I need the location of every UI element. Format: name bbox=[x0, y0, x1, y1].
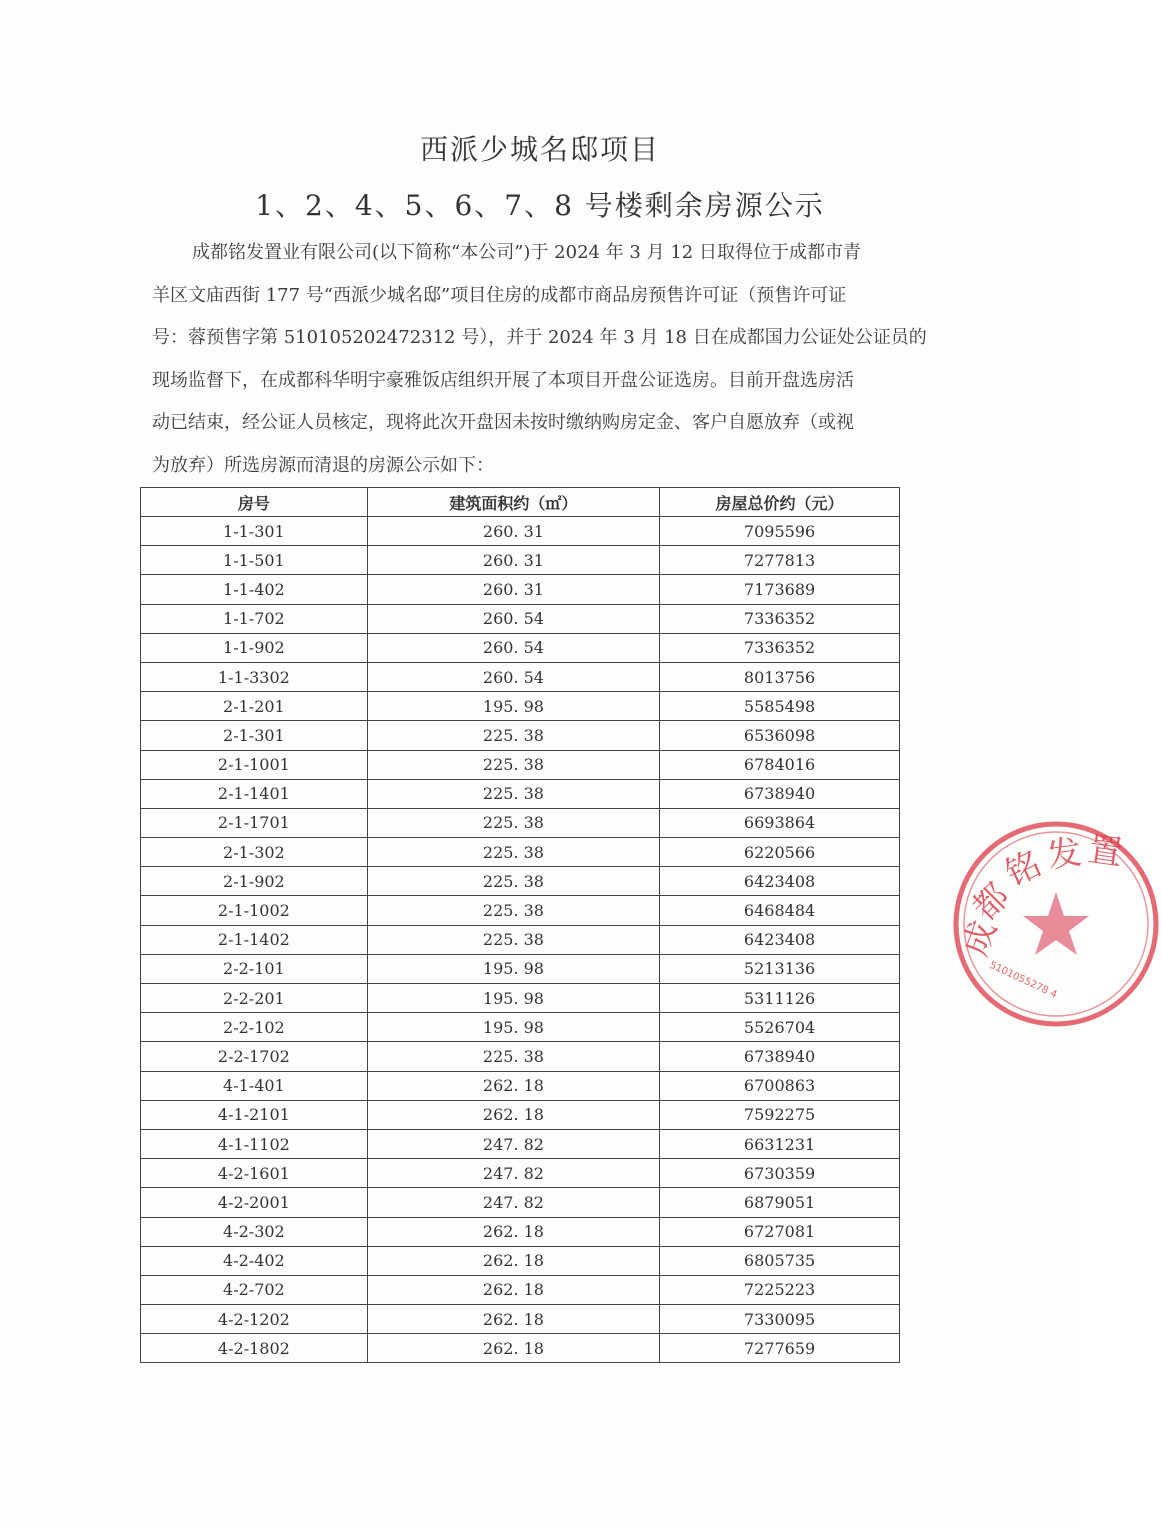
floor-area-cell: 262. 18 bbox=[367, 1305, 659, 1334]
floor-area-cell: 225. 38 bbox=[367, 838, 659, 867]
unit-number-cell: 1-1-3302 bbox=[141, 662, 368, 691]
svg-text:都: 都 bbox=[965, 876, 1018, 929]
table-row bbox=[141, 1275, 900, 1304]
unit-number-cell: 2-2-101 bbox=[141, 954, 368, 983]
unit-number-cell: 2-2-1702 bbox=[141, 1042, 368, 1071]
paragraph-line: 动已结束，经公证人员核定，现将此次开盘因未按时缴纳购房定金、客户自愿放弃（或视 bbox=[152, 412, 854, 434]
unit-number-cell: 2-1-1001 bbox=[141, 750, 368, 779]
paragraph-line: 成都铭发置业有限公司(以下简称“本公司”)于 2024 年 3 月 12 日取得位于成都市青 bbox=[192, 242, 861, 263]
floor-area-cell: 225. 38 bbox=[367, 750, 659, 779]
total-price-cell: 6536098 bbox=[660, 721, 900, 750]
unit-number-cell: 4-2-402 bbox=[141, 1246, 368, 1275]
svg-text:发: 发 bbox=[1044, 832, 1085, 877]
header-total-price: 房屋总价约（元） bbox=[660, 488, 900, 517]
floor-area-cell: 225. 38 bbox=[367, 1042, 659, 1071]
floor-area-cell: 262. 18 bbox=[367, 1217, 659, 1246]
svg-text:置: 置 bbox=[1085, 829, 1125, 874]
table-row bbox=[141, 954, 900, 983]
svg-text:铭: 铭 bbox=[999, 843, 1048, 895]
unit-number-cell: 2-1-1701 bbox=[141, 808, 368, 837]
paragraph-line: 号：蓉预售字第 510105202472312 号），并于 2024 年 3 月 18 日在成都国力公证处公证员的 bbox=[152, 327, 927, 349]
header-unit-number: 房号 bbox=[141, 488, 368, 517]
document-title: 西派少城名邸项目 bbox=[419, 133, 660, 166]
floor-area-cell: 260. 31 bbox=[367, 575, 659, 604]
table-row bbox=[141, 838, 900, 867]
floor-area-cell: 225. 38 bbox=[367, 808, 659, 837]
total-price-cell: 6784016 bbox=[660, 750, 900, 779]
table-row bbox=[141, 750, 900, 779]
header-floor-area: 建筑面积约（㎡） bbox=[367, 488, 659, 517]
floor-area-cell: 260. 54 bbox=[367, 662, 659, 691]
total-price-cell: 7592275 bbox=[660, 1100, 900, 1129]
unit-number-cell: 1-1-501 bbox=[141, 546, 368, 575]
floor-area-cell: 260. 54 bbox=[367, 633, 659, 662]
table-row bbox=[141, 1013, 900, 1042]
unit-number-cell: 4-2-302 bbox=[141, 1217, 368, 1246]
unit-number-cell: 1-1-402 bbox=[141, 575, 368, 604]
table-row bbox=[141, 779, 900, 808]
unit-number-cell: 2-1-301 bbox=[141, 721, 368, 750]
svg-text:成: 成 bbox=[955, 915, 1005, 962]
floor-area-cell: 225. 38 bbox=[367, 867, 659, 896]
total-price-cell: 6631231 bbox=[660, 1129, 900, 1158]
paragraph-line: 为放弃）所选房源而清退的房源公示如下： bbox=[152, 454, 494, 476]
total-price-cell: 7336352 bbox=[660, 633, 900, 662]
table-row bbox=[141, 1071, 900, 1100]
total-price-cell: 6730359 bbox=[660, 1159, 900, 1188]
total-price-cell: 6700863 bbox=[660, 1071, 900, 1100]
floor-area-cell: 260. 31 bbox=[367, 546, 659, 575]
table-row bbox=[141, 1217, 900, 1246]
total-price-cell: 6220566 bbox=[660, 838, 900, 867]
table-row bbox=[141, 867, 900, 896]
total-price-cell: 6805735 bbox=[660, 1246, 900, 1275]
unit-number-cell: 2-2-201 bbox=[141, 984, 368, 1013]
table-row bbox=[141, 575, 900, 604]
floor-area-cell: 225. 38 bbox=[367, 779, 659, 808]
table-row bbox=[141, 896, 900, 925]
unit-number-cell: 4-1-401 bbox=[141, 1071, 368, 1100]
total-price-cell: 5526704 bbox=[660, 1013, 900, 1042]
total-price-cell: 7173689 bbox=[660, 575, 900, 604]
table-row bbox=[141, 1246, 900, 1275]
total-price-cell: 7277659 bbox=[660, 1334, 900, 1363]
unit-number-cell: 4-1-2101 bbox=[141, 1100, 368, 1129]
unit-number-cell: 2-1-1402 bbox=[141, 925, 368, 954]
unit-number-cell: 4-2-1601 bbox=[141, 1159, 368, 1188]
total-price-cell: 7095596 bbox=[660, 517, 900, 546]
table-row bbox=[141, 546, 900, 575]
floor-area-cell: 195. 98 bbox=[367, 954, 659, 983]
unit-number-cell: 1-1-702 bbox=[141, 604, 368, 633]
floor-area-cell: 260. 54 bbox=[367, 604, 659, 633]
floor-area-cell: 195. 98 bbox=[367, 692, 659, 721]
announcement-paragraph bbox=[152, 232, 932, 488]
table-row bbox=[141, 1129, 900, 1158]
unit-number-cell: 2-1-302 bbox=[141, 838, 368, 867]
unit-number-cell: 4-1-1102 bbox=[141, 1129, 368, 1158]
floor-area-cell: 262. 18 bbox=[367, 1071, 659, 1100]
table-row bbox=[141, 721, 900, 750]
unit-number-cell: 2-1-1002 bbox=[141, 896, 368, 925]
table-row bbox=[141, 1188, 900, 1217]
unit-number-cell: 2-1-902 bbox=[141, 867, 368, 896]
floor-area-cell: 247. 82 bbox=[367, 1129, 659, 1158]
table-row bbox=[141, 604, 900, 633]
unit-number-cell: 2-2-102 bbox=[141, 1013, 368, 1042]
paragraph-line: 现场监督下，在成都科华明宇豪雅饭店组织开展了本项目开盘公证选房。目前开盘选房活 bbox=[152, 369, 854, 391]
total-price-cell: 6738940 bbox=[660, 1042, 900, 1071]
svg-text:5101055278 4: 5101055278 4 bbox=[987, 959, 1059, 1001]
total-price-cell: 5585498 bbox=[660, 692, 900, 721]
remaining-units-table bbox=[140, 487, 900, 1363]
floor-area-cell: 262. 18 bbox=[367, 1334, 659, 1363]
table-row bbox=[141, 984, 900, 1013]
seal-star-icon bbox=[1023, 892, 1089, 955]
unit-number-cell: 4-2-2001 bbox=[141, 1188, 368, 1217]
total-price-cell: 6879051 bbox=[660, 1188, 900, 1217]
table-row bbox=[141, 517, 900, 546]
unit-number-cell: 2-1-201 bbox=[141, 692, 368, 721]
floor-area-cell: 225. 38 bbox=[367, 721, 659, 750]
total-price-cell: 7277813 bbox=[660, 546, 900, 575]
document-subtitle: 1、2、4、5、6、7、8 号楼剩余房源公示 bbox=[255, 189, 825, 222]
table-row bbox=[141, 925, 900, 954]
table-header-row bbox=[141, 488, 900, 517]
table-row bbox=[141, 692, 900, 721]
floor-area-cell: 195. 98 bbox=[367, 984, 659, 1013]
floor-area-cell: 225. 38 bbox=[367, 925, 659, 954]
total-price-cell: 7330095 bbox=[660, 1305, 900, 1334]
total-price-cell: 7225223 bbox=[660, 1275, 900, 1304]
unit-number-cell: 4-2-702 bbox=[141, 1275, 368, 1304]
unit-number-cell: 1-1-902 bbox=[141, 633, 368, 662]
floor-area-cell: 262. 18 bbox=[367, 1100, 659, 1129]
floor-area-cell: 247. 82 bbox=[367, 1188, 659, 1217]
floor-area-cell: 247. 82 bbox=[367, 1159, 659, 1188]
table-row bbox=[141, 1042, 900, 1071]
table-row bbox=[141, 808, 900, 837]
total-price-cell: 6423408 bbox=[660, 867, 900, 896]
unit-number-cell: 2-1-1401 bbox=[141, 779, 368, 808]
table-row bbox=[141, 1305, 900, 1334]
floor-area-cell: 262. 18 bbox=[367, 1275, 659, 1304]
floor-area-cell: 262. 18 bbox=[367, 1246, 659, 1275]
table-row bbox=[141, 633, 900, 662]
table-row bbox=[141, 1100, 900, 1129]
total-price-cell: 6727081 bbox=[660, 1217, 900, 1246]
table-row bbox=[141, 1159, 900, 1188]
total-price-cell: 6468484 bbox=[660, 896, 900, 925]
total-price-cell: 6693864 bbox=[660, 808, 900, 837]
floor-area-cell: 225. 38 bbox=[367, 896, 659, 925]
table-row bbox=[141, 662, 900, 691]
floor-area-cell: 195. 98 bbox=[367, 1013, 659, 1042]
total-price-cell: 5311126 bbox=[660, 984, 900, 1013]
table-row bbox=[141, 1334, 900, 1363]
unit-number-cell: 1-1-301 bbox=[141, 517, 368, 546]
unit-number-cell: 4-2-1202 bbox=[141, 1305, 368, 1334]
total-price-cell: 8013756 bbox=[660, 662, 900, 691]
total-price-cell: 7336352 bbox=[660, 604, 900, 633]
total-price-cell: 5213136 bbox=[660, 954, 900, 983]
paragraph-line: 羊区文庙西街 177 号“西派少城名邸”项目住房的成都市商品房预售许可证（预售许可证 bbox=[152, 284, 847, 306]
floor-area-cell: 260. 31 bbox=[367, 517, 659, 546]
table-body bbox=[141, 517, 900, 1363]
unit-number-cell: 4-2-1802 bbox=[141, 1334, 368, 1363]
total-price-cell: 6423408 bbox=[660, 925, 900, 954]
company-seal bbox=[950, 818, 1162, 1030]
total-price-cell: 6738940 bbox=[660, 779, 900, 808]
